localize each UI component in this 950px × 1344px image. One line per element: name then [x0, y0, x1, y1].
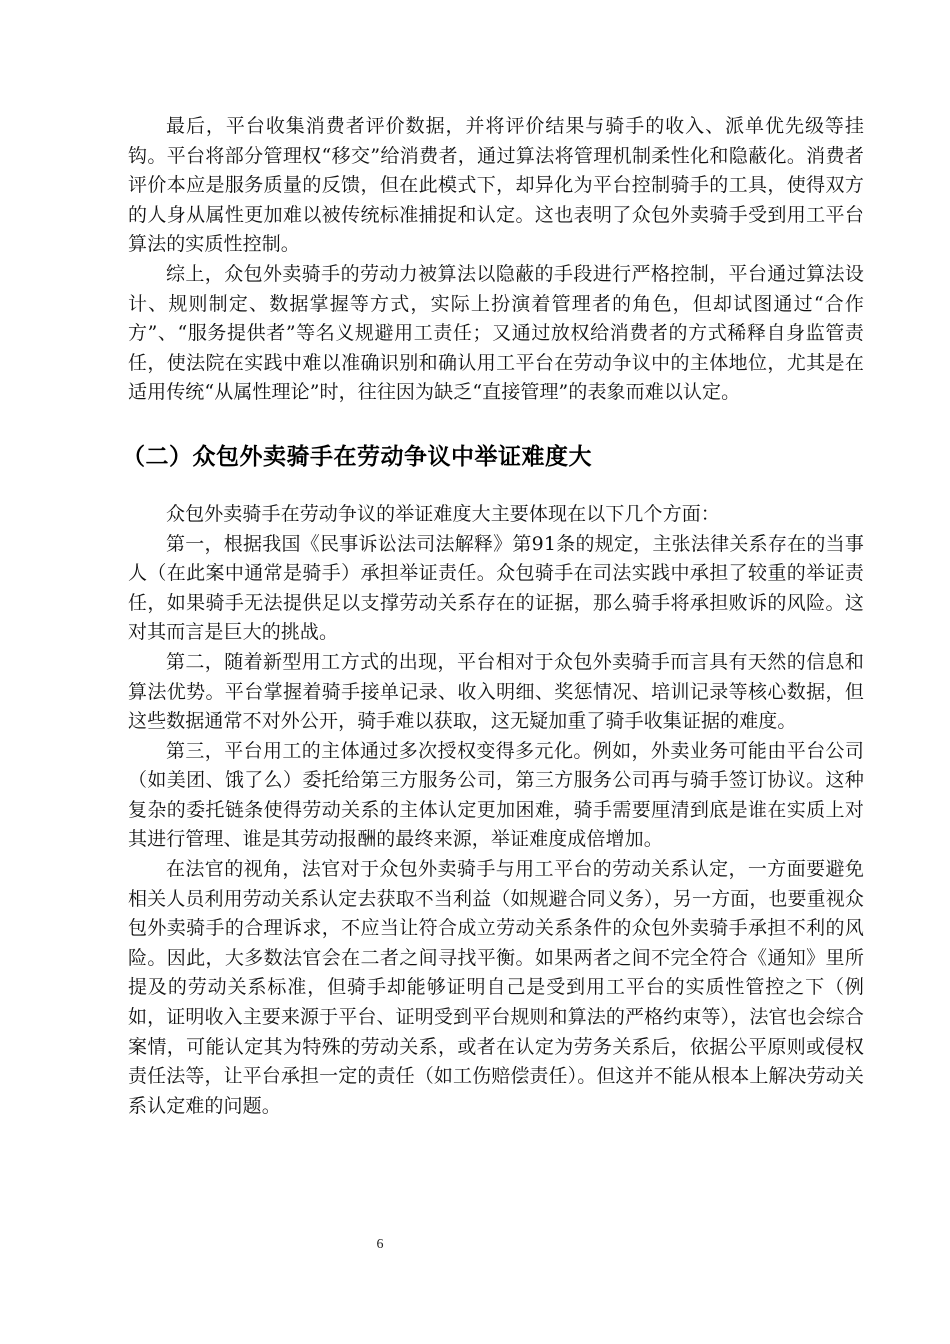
page-number: 6 — [376, 1237, 384, 1252]
paragraph: 第三，平台用工的主体通过多次授权变得多元化。例如，外卖业务可能由平台公司（如美团、饿了么）委托给第三方服务公司，第三方服务公司再与骑手签订协议。这种复杂的委托链条使得劳动关系的主体认定更加困难，骑手需要厘清到底是谁在实质上对其进行管理、谁是其劳动报酬的最终来源，举证难度成倍增加。 — [128, 739, 864, 851]
document-page — [122, 112, 864, 1121]
paragraph: 在法官的视角，法官对于众包外卖骑手与用工平台的劳动关系认定，一方面要避免相关人员利用劳动关系认定去获取不当利益（如规避合同义务），另一方面，也要重视众包外卖骑手的合理诉求，不应当让符合成立劳动关系条件的众包外卖骑手承担不利的风险。因此，大多数法官会在二者之间寻找平衡。如果两者之间不完全符合《通知》里所提及的劳动关系标准，但骑手却能够证明自己是受到用工平台的实质性管控之下（例如，证明收入主要来源于平台、证明受到平台规则和算法的严格约束等），法官也会综合案情，可能认定其为特殊的劳动关系，或者在认定为劳务关系后，依据公平原则或侵权责任法等，让平台承担一定的责任（如工伤赔偿责任）。但这并不能从根本上解决劳动关系认定难的问题。 — [128, 858, 864, 1117]
paragraph: 最后，平台收集消费者评价数据，并将评价结果与骑手的收入、派单优先级等挂钩。平台将部分管理权“移交”给消费者，通过算法将管理机制柔性化和隐蔽化。消费者评价本应是服务质量的反馈，但在此模式下，却异化为平台控制骑手的工具，使得双方的人身从属性更加难以被传统标准捕捉和认定。这也表明了众包外卖骑手受到用工平台算法的实质性控制。 — [128, 115, 864, 256]
paragraph: 第一，根据我国《民事诉讼法司法解释》第91条的规定，主张法律关系存在的当事人（在此案中通常是骑手）承担举证责任。众包骑手在司法实践中承担了较重的举证责任，如果骑手无法提供足以支撑劳动关系存在的证据，那么骑手将承担败诉的风险。这对其而言是巨大的挑战。 — [128, 532, 864, 644]
paragraph: 第二，随着新型用工方式的出现，平台相对于众包外卖骑手而言具有天然的信息和算法优势。平台掌握着骑手接单记录、收入明细、奖惩情况、培训记录等核心数据，但这些数据通常不对外公开，骑手难以获取，这无疑加重了骑手收集证据的难度。 — [128, 650, 864, 733]
paragraph: 众包外卖骑手在劳动争议的举证难度大主要体现在以下几个方面： — [166, 502, 720, 525]
paragraph: 综上，众包外卖骑手的劳动力被算法以隐蔽的手段进行严格控制，平台通过算法设计、规则制定、数据掌握等方式，实际上扮演着管理者的角色，但却试图通过“合作方”、“服务提供者”等名义规避用工责任；又通过放权给消费者的方式稀释自身监管责任，使法院在实践中难以准确识别和确认用工平台在劳动争议中的主体地位，尤其是在适用传统“从属性理论”时，往往因为缺乏“直接管理”的表象而难以认定。 — [128, 262, 864, 404]
section-heading: （二）众包外卖骑手在劳动争议中举证难度大 — [122, 443, 592, 470]
